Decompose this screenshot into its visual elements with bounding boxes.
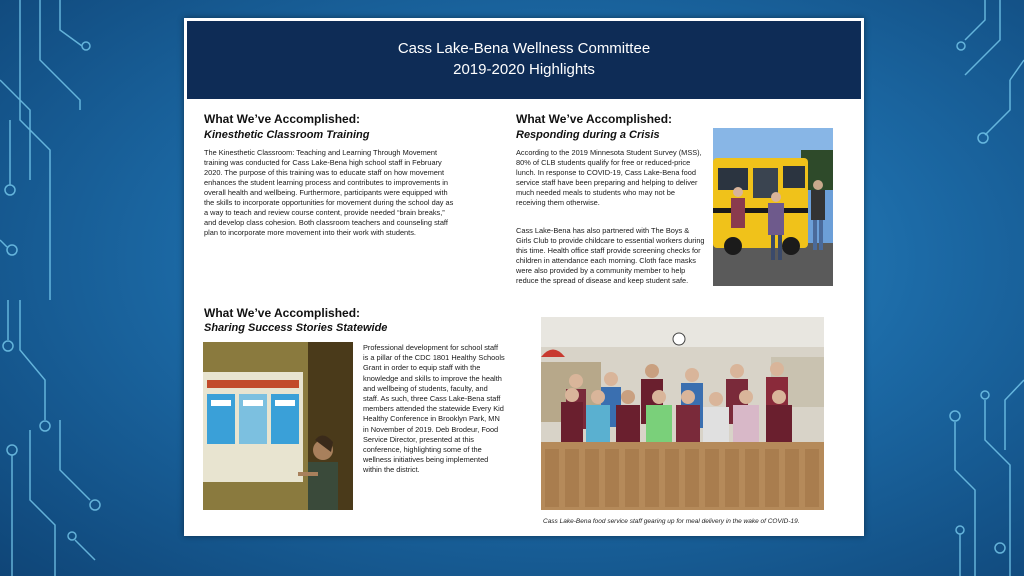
newsletter-page xyxy=(184,18,864,536)
staff-photo-caption: Cass Lake-Bena food service staff gearing up for meal delivery in the wake of COVID-19. xyxy=(543,518,800,525)
section2-body2: Cass Lake-Bena has also partnered with The Boys & Girls Club to provide childcare to essential workers during this time. Health office staff provide screening checks for children in attendance each morning. Cloth face masks were also provided by a community member to help reduce the spread of disease and keep student safe. xyxy=(516,226,705,285)
title-banner xyxy=(187,21,861,99)
section2-heading: What We’ve Accomplished: xyxy=(516,112,673,126)
section3-subheading: Sharing Success Stories Statewide xyxy=(204,322,388,334)
section1-body: The Kinesthetic Classroom: Teaching and Learning Through Movement training was conducted for Cass Lake-Bena high school staff in February 2020. The purpose of this training was to educate staff on how movement enhances the student learning process and contributes to improvements in overall health and wellbeing. Furthermore, participants were equipped with the skills to incorporate opportunities for movement during the school day as a way to teach and review course content, provide needed “brain breaks,” and develop class cohesion. Both classroom teachers and counseling staff plan to incorporate more movement into their work with students. xyxy=(204,148,454,237)
food-service-staff-photo xyxy=(541,317,824,510)
section1-heading: What We’ve Accomplished: xyxy=(204,112,361,126)
banner-title-line1: Cass Lake-Bena Wellness Committee xyxy=(397,40,651,57)
banner-title-line2: 2019-2020 Highlights xyxy=(453,61,595,78)
section2-subheading: Responding during a Crisis xyxy=(516,129,660,141)
section2-body1: According to the 2019 Minnesota Student Survey (MSS), 80% of CLB students qualify for free or reduced-price lunch. In response to COVID-19, Cass Lake-Bena food service staff have been preparing and helping to deliver much needed meals to students who may not be receiving them otherwise. xyxy=(516,148,702,207)
section3-body: Professional development for school staff is a pillar of the CDC 1801 Healthy Schools Grant in order to equip staff with the knowledge and skills to improve the health and wellbeing of students, faculty, and staff. As such, three Cass Lake-Bena staff members attended the statewide Every Kid Healthy Conference in Brooklyn Park, MN in November of 2019. Deb Brodeur, Food Service Director, presented at this conference, highlighting some of the wellness initiatives being implemented within the district. xyxy=(363,343,505,475)
section1-subheading: Kinesthetic Classroom Training xyxy=(204,129,370,141)
conference-presentation-photo xyxy=(203,342,353,510)
section3-heading: What We’ve Accomplished: xyxy=(204,306,361,320)
school-bus-photo xyxy=(713,128,833,286)
